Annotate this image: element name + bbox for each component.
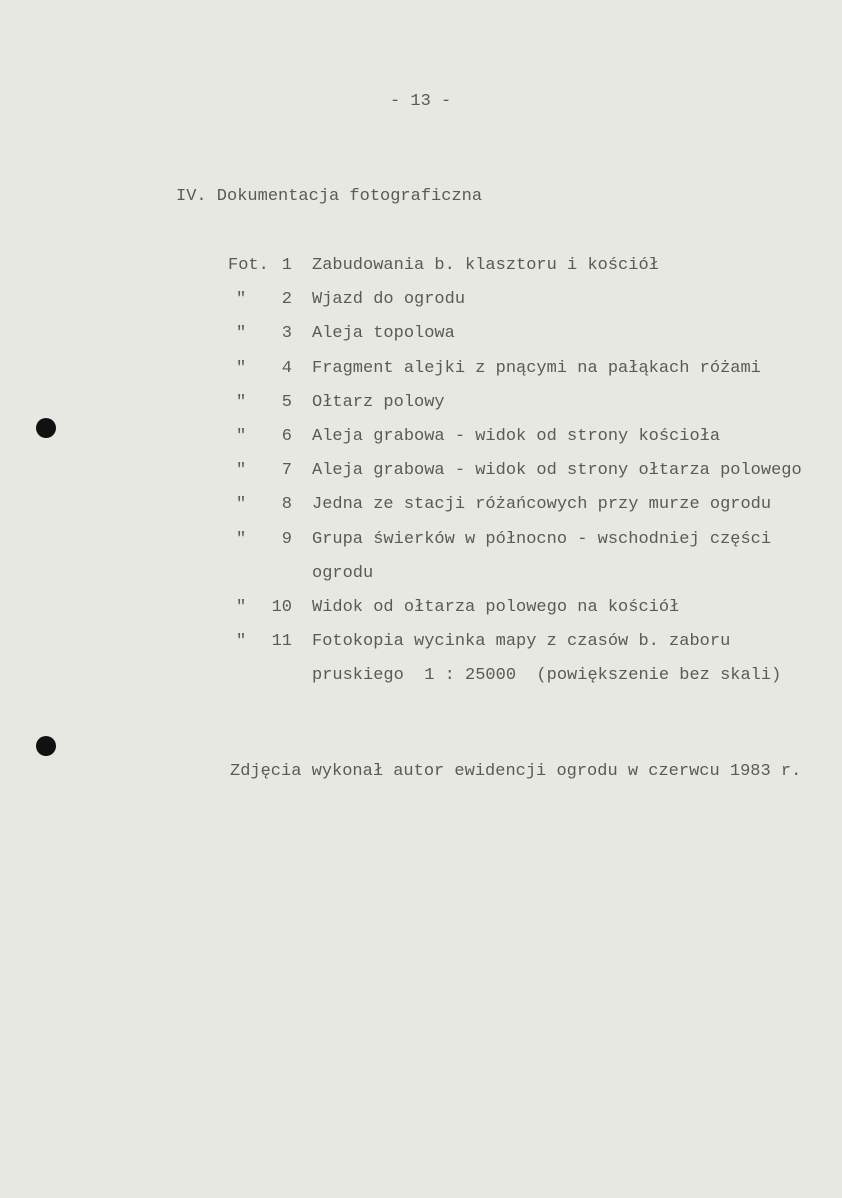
photo-prefix: "	[236, 358, 247, 378]
photo-prefix: "	[236, 529, 247, 549]
photo-prefix: "	[236, 290, 247, 310]
photo-caption: Widok od ołtarza polowego na kościół	[312, 598, 680, 617]
photo-caption: ogrodu	[312, 563, 374, 583]
photo-caption: pruskiego 1 : 25000 (powiększenie bez skali)	[312, 666, 782, 686]
photo-list-item	[0, 564, 842, 584]
photo-prefix: "	[236, 632, 247, 652]
photo-prefix: "	[236, 324, 247, 344]
photo-prefix: "	[236, 598, 247, 617]
punch-hole	[36, 736, 56, 756]
photo-caption: Fragment alejki z pnącymi na pałąkach różami	[312, 358, 761, 378]
photo-number: 1	[281, 256, 292, 275]
page-number: - 13 -	[390, 92, 452, 111]
photo-number: 9	[281, 529, 292, 549]
photo-prefix: "	[236, 461, 247, 481]
photo-number: 11	[271, 632, 292, 652]
photo-number: 10	[271, 598, 292, 617]
photo-list-item	[0, 461, 842, 481]
photo-list-item	[0, 393, 842, 413]
photo-number: 4	[281, 358, 292, 378]
photo-prefix: "	[236, 427, 247, 446]
closing-note: Zdjęcia wykonał autor ewidencji ogrodu w czerwcu 1983 r.	[230, 762, 802, 781]
photo-list-item	[0, 666, 842, 686]
photo-caption: Grupa świerków w północno - wschodniej części	[312, 529, 772, 549]
photo-caption: Zabudowania b. klasztoru i kościół	[312, 256, 659, 275]
photo-list-item	[0, 324, 842, 344]
photo-list-item	[0, 359, 842, 379]
photo-number: 2	[281, 290, 292, 310]
photo-prefix: "	[236, 392, 247, 412]
photo-number: 5	[281, 392, 292, 412]
photo-list-item	[0, 495, 842, 515]
photo-caption: Fotokopia wycinka mapy z czasów b. zaboru	[312, 632, 731, 652]
photo-prefix: "	[236, 495, 247, 515]
photo-caption: Aleja grabowa - widok od strony ołtarza polowego	[312, 461, 802, 481]
photo-number: 3	[281, 324, 292, 344]
photo-list-item	[0, 256, 842, 276]
photo-number: 7	[281, 461, 292, 481]
photo-number: 6	[281, 427, 292, 446]
photo-caption: Jedna ze stacji różańcowych przy murze ogrodu	[312, 495, 772, 515]
photo-list-item	[0, 598, 842, 618]
photo-caption: Aleja topolowa	[312, 324, 455, 344]
section-heading: IV. Dokumentacja fotograficzna	[176, 187, 483, 206]
photo-caption: Wjazd do ogrodu	[312, 290, 466, 310]
photo-prefix: Fot.	[228, 256, 269, 275]
photo-list-item	[0, 290, 842, 310]
photo-caption: Ołtarz polowy	[312, 392, 445, 412]
photo-list-item	[0, 427, 842, 447]
photo-list-item	[0, 530, 842, 550]
photo-caption: Aleja grabowa - widok od strony kościoła	[312, 427, 721, 446]
photo-list-item	[0, 632, 842, 652]
photo-number: 8	[281, 495, 292, 515]
